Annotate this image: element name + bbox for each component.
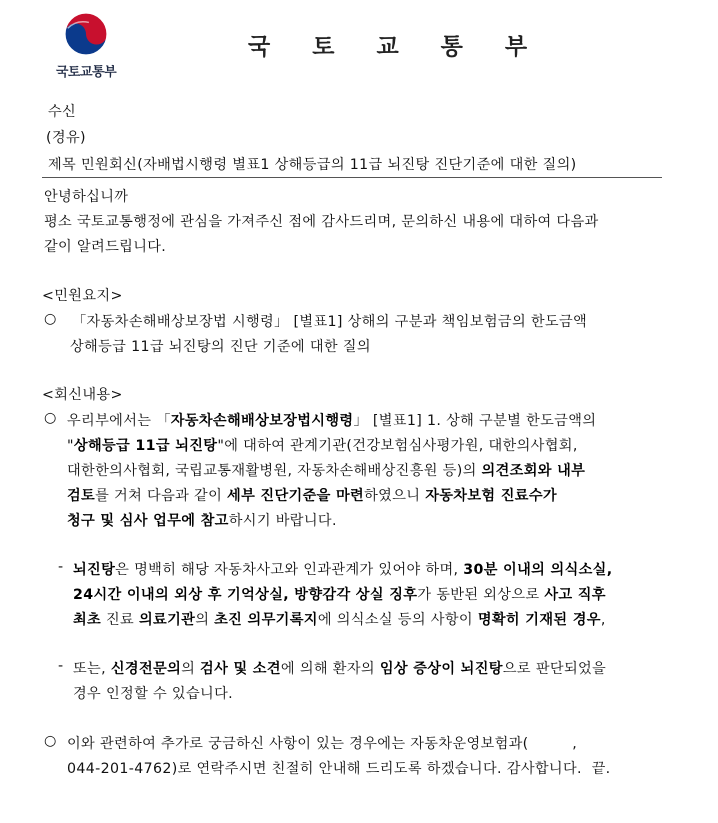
concussion-dash: - — [58, 559, 64, 575]
intro-line-2: 같이 알려드립니다. — [44, 239, 167, 255]
also-line-1 — [73, 658, 606, 678]
bold-phrase: 사고 직후 — [544, 587, 606, 603]
reply-line-2 — [67, 435, 578, 455]
org-name: 국토교통부 — [55, 65, 117, 80]
text-segment: "에 대하여 관계기관(건강보험심사평가원, 대한의사협회, — [217, 438, 578, 454]
reply-line-3 — [67, 460, 585, 480]
subject-line: 제목 민원회신(자배법시행령 별표1 상해등급의 11급 뇌진탕 진단기준에 대한 질의) — [48, 157, 577, 173]
text-segment: , — [600, 612, 606, 628]
text-segment: 으로 판단되었을 — [502, 661, 607, 677]
reply-bullet: ○ — [44, 410, 57, 426]
via-label: (경유) — [46, 130, 86, 146]
bold-phrase: 24시간 이내의 외상 후 기억상실, 방향감각 상실 징후 — [73, 587, 418, 603]
text-segment: 진료 — [101, 612, 139, 628]
text-segment: 를 거쳐 다음과 같이 — [95, 488, 228, 504]
greeting: 안녕하십니까 — [44, 189, 129, 205]
text-segment: 에 의식소실 등의 사항이 — [317, 612, 478, 628]
summary-line-1: 「자동차손해배상보장법 시행령」 [별표1] 상해의 구분과 책임보험금의 한도금액 — [72, 314, 588, 330]
concussion-line-3 — [73, 609, 606, 629]
page-title: 국 토 교 통 부 — [248, 34, 545, 60]
text-segment: 가 동반된 외상으로 — [417, 587, 545, 603]
text-segment: 」 [별표1] 1. 상해 구분별 한도금액의 — [353, 413, 597, 429]
reply-line-1 — [67, 410, 596, 430]
ministry-logo — [48, 10, 128, 82]
bold-phrase: 상해등급 11급 뇌진탕 — [73, 438, 218, 454]
closing-line-2: 044-201-4762)로 연락주시면 친절히 안내해 드리도록 하겠습니다. 감사합니다. 끝. — [67, 761, 611, 777]
summary-line-2: 상해등급 11급 뇌진탕의 진단 기준에 대한 질의 — [70, 339, 371, 355]
bold-phrase: 신경전문의 — [110, 661, 182, 677]
bold-phrase: 청구 및 심사 업무에 참고 — [67, 513, 229, 529]
bold-phrase: 자동차보험 진료수가 — [425, 488, 557, 504]
text-segment: 은 명백히 해당 자동차사고와 인과관계가 있어야 하며, — [115, 562, 464, 578]
bold-phrase: 자동차손해배상보장법시행령 — [170, 413, 354, 429]
bold-phrase: 의료기관 — [138, 612, 196, 628]
summary-heading: <민원요지> — [42, 288, 123, 304]
text-segment: 하시기 바랍니다. — [228, 513, 337, 529]
text-segment: 우리부에서는 「 — [67, 413, 171, 429]
bold-phrase: 검토 — [67, 488, 96, 504]
bold-phrase: 30분 이내의 의식소실, — [463, 562, 613, 578]
text-segment: 의 — [195, 612, 215, 628]
reply-line-4 — [67, 485, 557, 505]
bold-phrase: 임상 증상이 뇌진탕 — [379, 661, 503, 677]
bold-phrase: 명확히 기재된 경우 — [477, 612, 601, 628]
text-segment: " — [67, 438, 74, 454]
text-segment: 대한한의사협회, 국립교통재활병원, 자동차손해배상진흥원 등)의 — [67, 463, 482, 479]
closing-bullet: ○ — [44, 733, 57, 749]
bold-phrase: 뇌진탕 — [73, 562, 116, 578]
summary-bullet: ○ — [44, 311, 57, 327]
text-segment: 에 의해 환자의 — [280, 661, 380, 677]
concussion-line-1 — [73, 559, 612, 579]
text-segment: 의 — [181, 661, 201, 677]
bold-phrase: 초진 의무기록지 — [214, 612, 318, 628]
also-dash: - — [58, 658, 64, 674]
taegeuk-emblem-icon — [62, 10, 110, 58]
closing-line-1: 이와 관련하여 추가로 궁금하신 사항이 있는 경우에는 자동차운영보험과( , — [67, 736, 578, 752]
reply-heading: <회신내용> — [42, 387, 123, 403]
text-segment: 경우 인정할 수 있습니다. — [73, 686, 233, 702]
also-line-2 — [73, 683, 233, 703]
bold-phrase: 세부 진단기준을 마련 — [227, 488, 365, 504]
recipient-label: 수신 — [48, 104, 77, 120]
reply-line-5 — [67, 510, 337, 530]
bold-phrase: 검사 및 소견 — [200, 661, 281, 677]
intro-line-1: 평소 국토교통행정에 관심을 가져주신 점에 감사드리며, 문의하신 내용에 대하여 다음과 — [44, 214, 599, 230]
bold-phrase: 최초 — [73, 612, 102, 628]
bold-phrase: 의견조회와 내부 — [481, 463, 586, 479]
text-segment: 또는, — [73, 661, 111, 677]
subject-divider — [42, 177, 662, 178]
concussion-line-2 — [73, 584, 606, 604]
text-segment: 하였으니 — [364, 488, 426, 504]
